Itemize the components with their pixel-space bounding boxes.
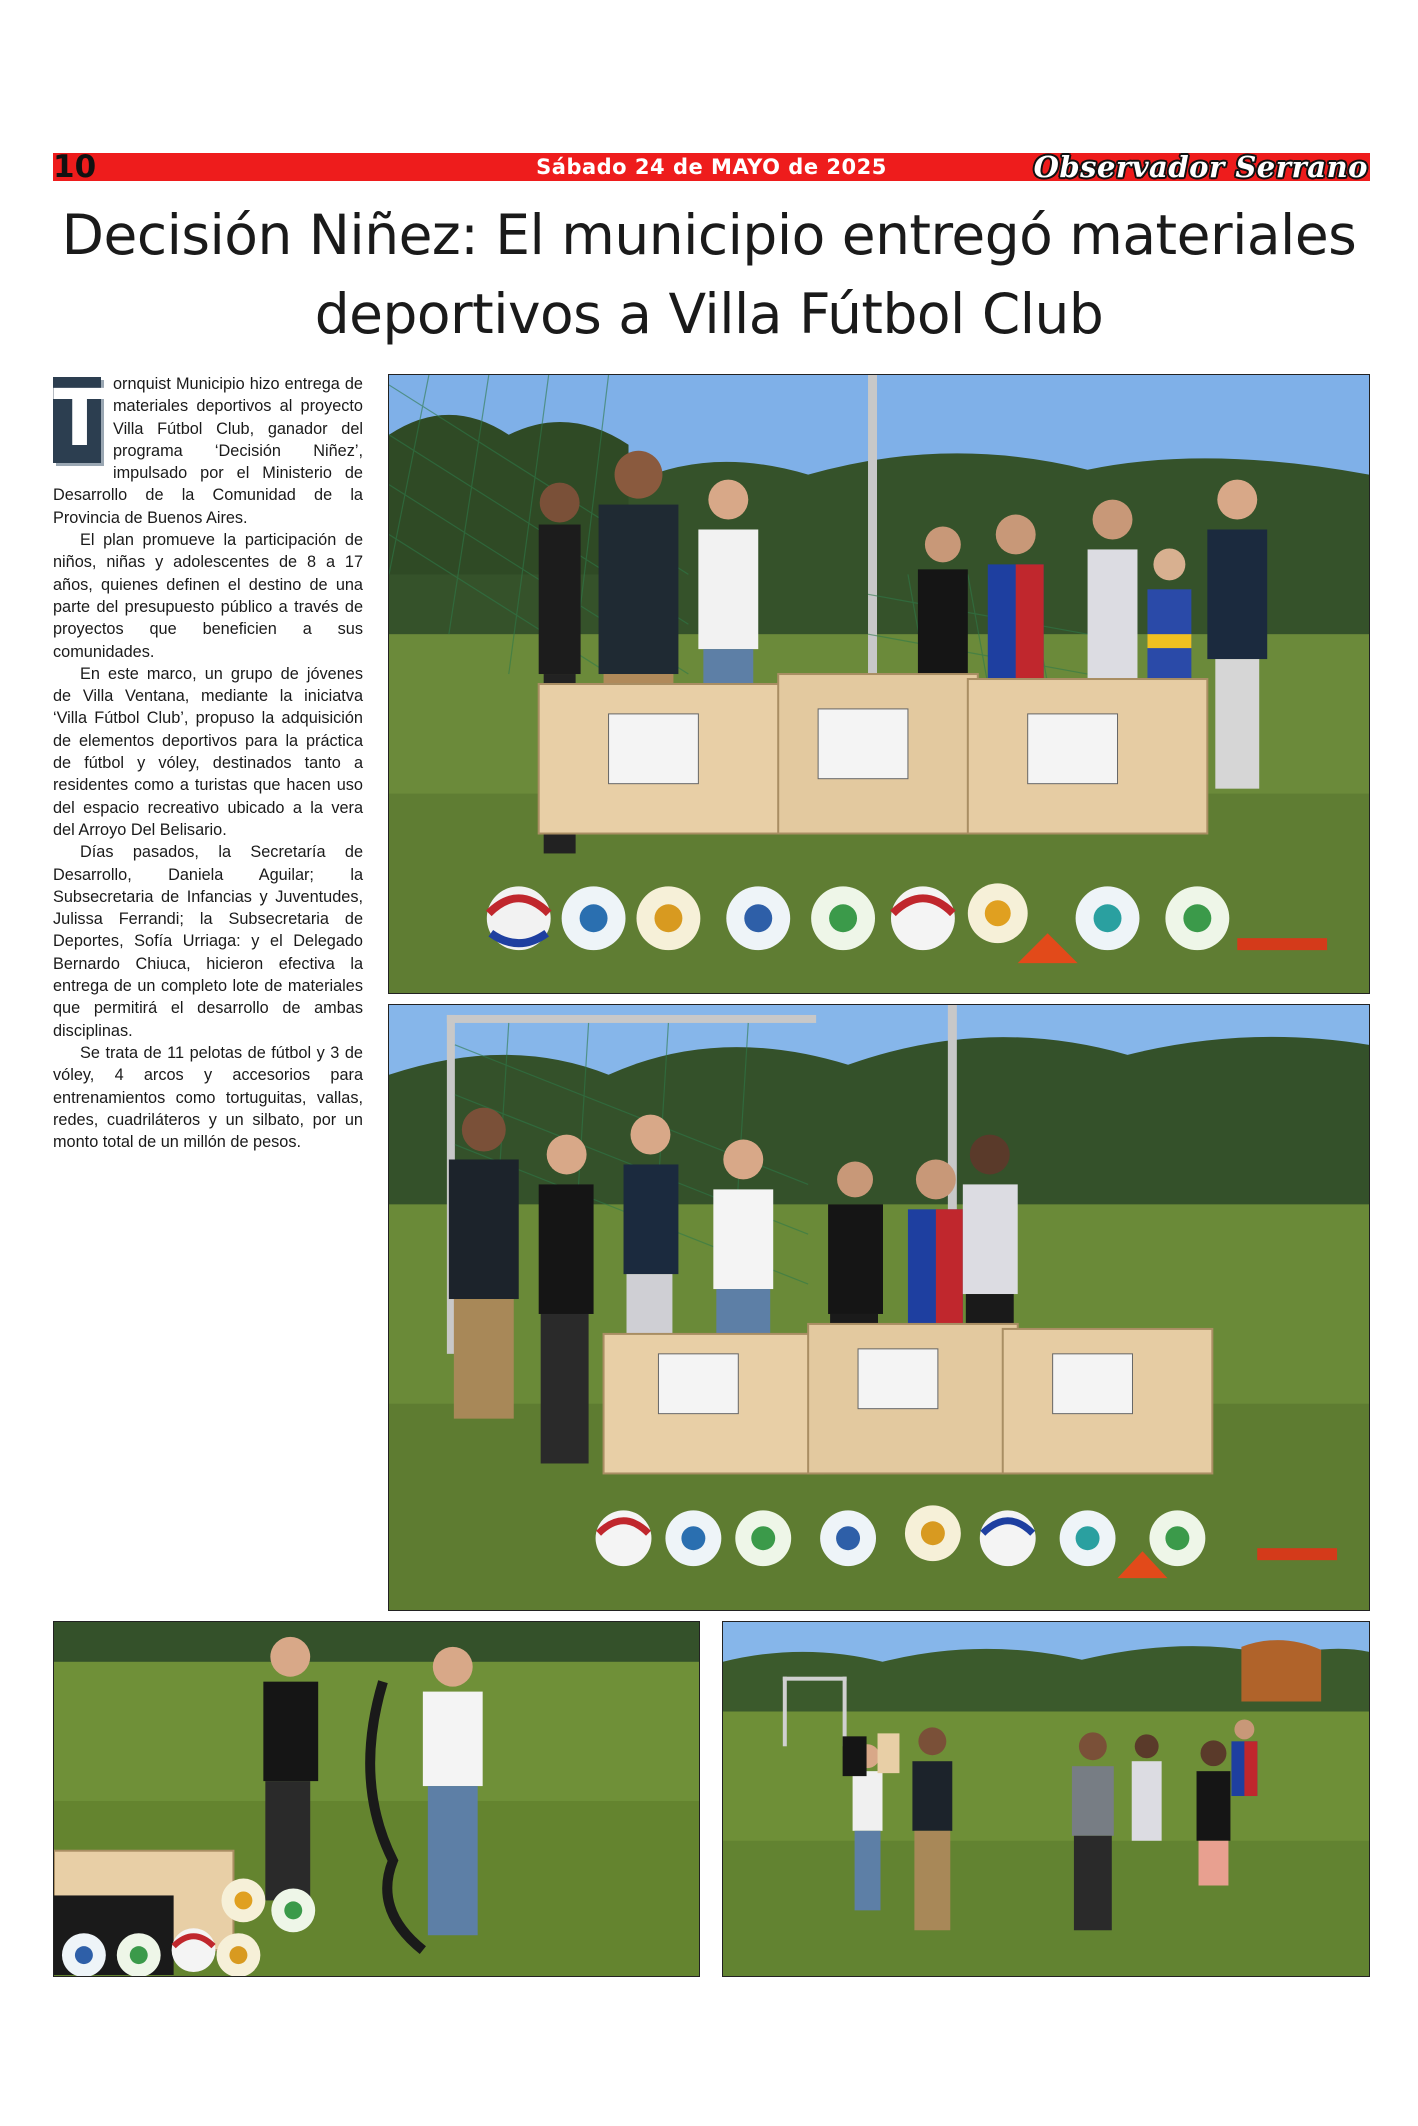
photo-field-view-image bbox=[723, 1622, 1369, 1976]
photo-net-setup-image bbox=[54, 1622, 699, 1976]
headline-line-2: deportivos a Villa Fútbol Club bbox=[314, 282, 1104, 346]
photo-group-portrait bbox=[388, 374, 1370, 994]
paragraph-2: El plan promueve la participación de niños, niñas y adolescentes de 8 a 17 años, quienes definen el destino de una parte del presupuesto público a través de proyectos que beneficien a sus comunidades. bbox=[53, 531, 363, 661]
photo-group-portrait-image bbox=[389, 375, 1369, 993]
article-body bbox=[53, 373, 363, 1153]
photo-delivery-scene bbox=[388, 1004, 1370, 1611]
photo-net-setup bbox=[53, 1621, 700, 1977]
paragraph-5: Se trata de 11 pelotas de fútbol y 3 de vóley, 4 arcos y accesorios para entrenamientos como tortuguitas, vallas, redes, cuadriláteros y un silbato, por un monto total de un millón de pesos. bbox=[53, 1043, 363, 1152]
page-header bbox=[53, 149, 1370, 185]
page-number: 10 bbox=[53, 149, 97, 185]
dropcap: T bbox=[53, 374, 107, 464]
paragraph-3: En este marco, un grupo de jóvenes de Villa Ventana, mediante la iniciatva ‘Villa Fútbol Club’, propuso la adquisición de elementos deportivos para la práctica de fútbol y vóley, destinados tanto a residentes como a turistas que hacen uso del espacio recreativo ubicado a la vera del Arroyo Del Belisario. bbox=[53, 664, 363, 839]
photo-delivery-scene-image bbox=[389, 1005, 1369, 1610]
paragraph-4: Días pasados, la Secretaría de Desarrollo, Daniela Aguilar; la Subsecretaria de Infancias y Juventudes, Julissa Ferrandi; la Subsecretaria de Deportes, Sofía Urriaga: y el Delegado Bernardo Chiuca, hicieron efectiva la entrega de un completo lote de materiales que permitirá el desarrollo de ambas disciplinas. bbox=[53, 843, 363, 1040]
paragraph-1: T ornquist Municipio hizo entrega de materiales deportivos al proyecto Villa Fútbol Club, ganador del programa ‘Decisión Niñez’, impulsado por el Ministerio de Desarrollo de la Comunidad de la Provincia de Buenos Aires. bbox=[53, 374, 363, 527]
headline bbox=[40, 196, 1378, 354]
newspaper-logo: Observador Serrano bbox=[1033, 150, 1368, 184]
headline-line-1: Decisión Niñez: El municipio entregó materiales bbox=[61, 203, 1357, 267]
photo-field-view bbox=[722, 1621, 1370, 1977]
issue-date: Sábado 24 de MAYO de 2025 bbox=[536, 155, 887, 179]
